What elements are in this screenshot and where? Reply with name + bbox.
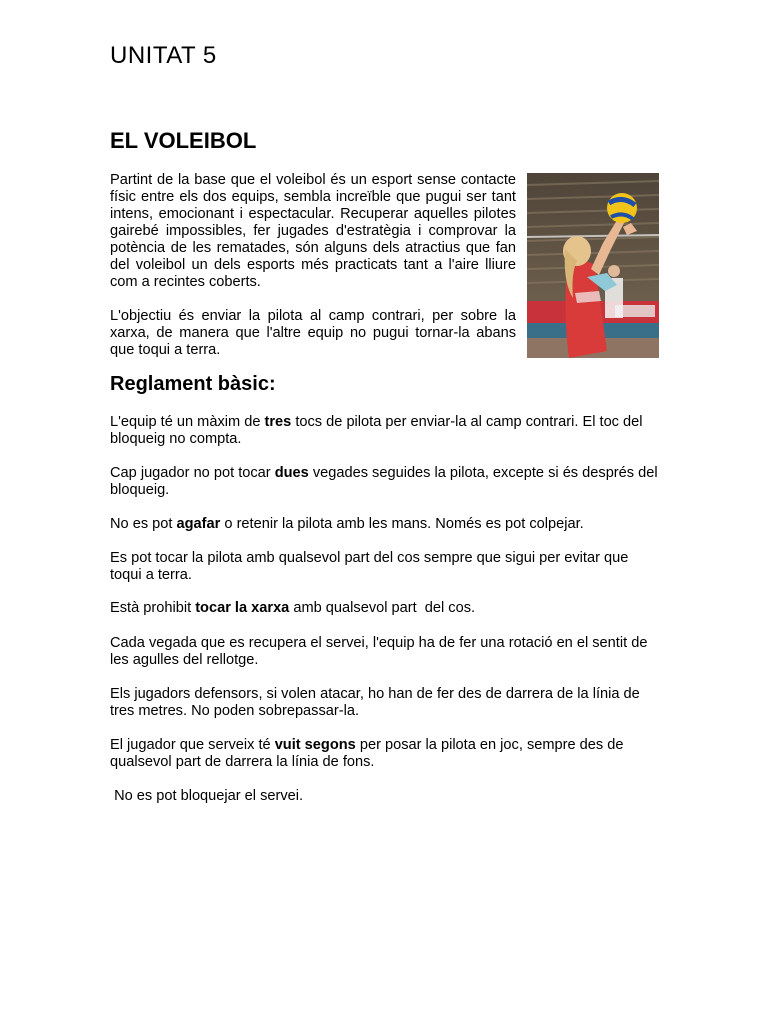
unit-title: UNITAT 5	[110, 42, 217, 69]
rule-text: amb qualsevol part del cos.	[289, 600, 476, 616]
rule-paragraph	[110, 635, 660, 669]
rule-text: El jugador que serveix té	[110, 737, 275, 753]
rule-paragraph	[110, 414, 660, 448]
main-title: EL VOLEIBOL	[110, 128, 257, 153]
rule-text: Està prohibit	[110, 600, 196, 616]
rule-text: L'equip té un màxim de	[110, 414, 265, 430]
rule-text: No es pot	[110, 516, 177, 532]
volleyball-player-photo	[527, 173, 659, 358]
rule-text: No es pot bloquejar el servei.	[110, 788, 304, 804]
rule-paragraph	[110, 550, 660, 584]
rule-text: Els jugadors defensors, si volen atacar, ho han de fer des de darrera de la línia de tres metres. No poden sobrepassar-la.	[110, 686, 644, 719]
rule-paragraph	[110, 686, 660, 720]
rule-text: vegades seguides la pilota, excepte si és després del bloqueig.	[110, 465, 662, 498]
rule-emphasis: agafar	[176, 516, 221, 532]
rule-paragraph	[110, 600, 660, 617]
rule-paragraph	[110, 737, 660, 771]
rule-text: per posar la pilota en joc, sempre des de qualsevol part de darrera la línia de fons.	[110, 737, 628, 770]
rule-text: Es pot tocar la pilota amb qualsevol part del cos sempre que sigui per evitar que toqui a terra.	[110, 550, 633, 583]
rule-emphasis: vuit segons	[274, 737, 356, 753]
rule-text: o retenir la pilota amb les mans. Només es pot colpejar.	[220, 516, 584, 532]
rule-emphasis: tres	[264, 414, 292, 430]
rule-text: Cada vegada que es recupera el servei, l'equip ha de fer una rotació en el sentit de les agulles del rellotge.	[110, 635, 652, 668]
rule-paragraph	[110, 465, 660, 499]
intro-text	[110, 172, 516, 376]
rule-paragraph	[110, 516, 660, 533]
rule-text: tocs de pilota per enviar-la al camp contrari. El toc del bloqueig no compta.	[110, 414, 647, 447]
rule-text: Cap jugador no pot tocar	[110, 465, 275, 481]
intro-paragraph-2: L'objectiu és enviar la pilota al camp contrari, per sobre la xarxa, de manera que l'altre equip no pugui tornar-la abans que toqui a terra.	[110, 308, 516, 358]
rule-emphasis: dues	[274, 465, 309, 481]
intro-paragraph-1: Partint de la base que el voleibol és un esport sense contacte físic entre els dos equips, sembla increïble que pugui ser tant intens, emocionant i espectacular. Recuperar aquelles pilotes gairebé impossibles, fer jugades d'estratègia i comprovar la potència de les rematades, són alguns dels atractius que fan del voleibol un dels esports més practicats tant a l'aire lliure com a recintes coberts.	[110, 172, 516, 290]
section-title: Reglament bàsic:	[110, 373, 276, 395]
rule-emphasis: tocar la xarxa	[195, 600, 290, 616]
rule-paragraph	[110, 788, 660, 805]
